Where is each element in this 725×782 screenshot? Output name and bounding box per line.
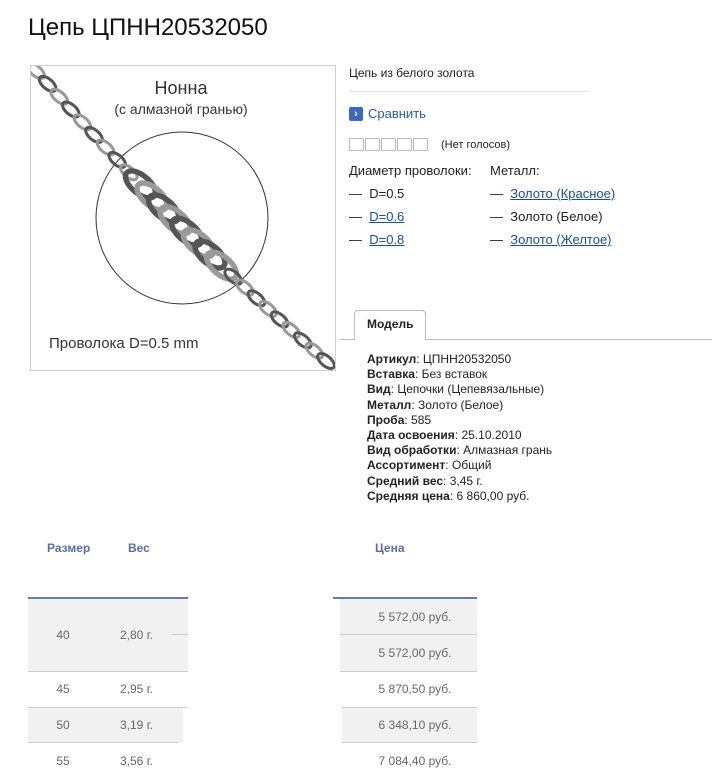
metal-option: — Золото (Красное) — [490, 186, 616, 201]
compare-label: Сравнить — [368, 106, 426, 121]
cell-size: 45 — [56, 682, 70, 696]
votes-label: (Нет голосов) — [441, 138, 511, 151]
cell-price: 5 572,00 руб. — [378, 610, 452, 624]
metal-label: Металл: — [490, 163, 540, 178]
chain-link — [269, 309, 291, 330]
cell-weight: 3,56 г. — [120, 754, 153, 768]
page-title: Цепь ЦПНН20532050 — [28, 14, 268, 41]
cell-weight: 2,95 г. — [120, 682, 153, 696]
diameter-link[interactable]: D=0.8 — [369, 232, 405, 247]
property-row: Металл: Золото (Белое) — [367, 397, 504, 412]
cell-size: 40 — [56, 628, 70, 642]
model-properties — [367, 352, 552, 504]
metal-link[interactable]: Золото (Красное) — [510, 186, 616, 201]
cell-size: 50 — [56, 718, 70, 732]
cell-price: 5 870,50 руб. — [378, 682, 452, 696]
property-row: Дата освоения: 25.10.2010 — [367, 428, 522, 443]
cell-weight: 2,80 г. — [120, 628, 153, 642]
chain-link — [257, 299, 279, 320]
chain-link — [83, 125, 105, 146]
chain-link — [246, 288, 268, 309]
property-row: Вид обработки: Алмазная грань — [367, 443, 553, 458]
property-row: Проба: 585 — [367, 412, 432, 427]
image-wire-label: Проволока D=0.5 mm — [49, 335, 199, 352]
metal-options — [490, 159, 615, 251]
diameter-options — [349, 159, 472, 251]
metal-link[interactable]: Золото (Желтое) — [510, 232, 612, 247]
chain-link — [106, 150, 128, 171]
rating — [349, 138, 510, 151]
property-row: Средняя цена: 6 860,00 руб. — [367, 488, 530, 503]
property-row: Средний вес: 3,45 г. — [367, 473, 483, 488]
cell-size: 55 — [56, 754, 70, 768]
chain-link — [304, 340, 326, 361]
diameter-option: — D=0.6 — [349, 209, 405, 224]
compare-button[interactable] — [349, 106, 426, 121]
header-price: Цена — [375, 541, 405, 555]
metal-option: — Золото (Белое) — [490, 209, 603, 224]
chain-link — [315, 351, 335, 370]
cell-price: 5 572,00 руб. — [378, 646, 452, 660]
cell-price: 6 348,10 руб. — [378, 718, 452, 732]
product-subtitle: Цепь из белого золота — [349, 66, 475, 80]
rating-star-3[interactable] — [381, 138, 396, 151]
chain-link — [95, 137, 117, 158]
divider — [349, 91, 589, 92]
property-row: Вид: Цепочки (Цепевязальные) — [367, 382, 545, 397]
diameter-option: — D=0.5 — [349, 186, 405, 201]
chain-link — [292, 330, 314, 351]
image-chain-name: Нонна — [154, 78, 208, 98]
product-image — [30, 65, 336, 371]
header-size: Размер — [47, 541, 91, 555]
rating-star-5[interactable] — [413, 138, 428, 151]
image-chain-subtitle: (с алмазной гранью) — [114, 101, 248, 117]
chain-link — [234, 277, 256, 298]
chain-link — [280, 320, 302, 341]
property-row: Вставка: Без вставок — [367, 367, 488, 382]
metal-option: — Золото (Желтое) — [490, 232, 612, 247]
property-row: Ассортимент: Общий — [367, 458, 492, 473]
chain-link — [37, 74, 59, 95]
diameter-label: Диаметр проволоки: — [349, 163, 472, 178]
cell-weight: 3,19 г. — [120, 718, 153, 732]
chevron-right-icon: › — [349, 107, 363, 121]
header-weight: Вес — [128, 541, 150, 555]
diameter-link[interactable]: D=0.6 — [369, 209, 405, 224]
rating-star-1[interactable] — [349, 138, 364, 151]
diameter-option: — D=0.8 — [349, 232, 405, 247]
cell-price: 7 084,40 руб. — [378, 754, 452, 768]
property-row: Артикул: ЦПНН20532050 — [367, 352, 512, 366]
rating-star-4[interactable] — [397, 138, 412, 151]
rating-star-2[interactable] — [365, 138, 380, 151]
tab-model[interactable]: Модель — [354, 310, 426, 340]
